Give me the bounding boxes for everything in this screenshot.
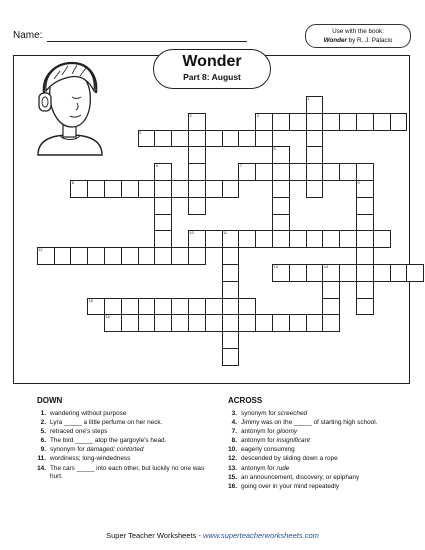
clue-number: 9 [357, 181, 360, 185]
across-heading: ACROSS [228, 396, 263, 405]
crossword-cell[interactable] [272, 197, 290, 215]
crossword-cell[interactable] [138, 298, 156, 316]
crossword-cell[interactable] [289, 113, 307, 131]
clue-item-text: eagerly consuming [241, 446, 295, 454]
crossword-cell[interactable] [222, 298, 240, 316]
crossword-cell[interactable] [222, 281, 240, 299]
clue-item [37, 446, 217, 455]
clue-number: 7 [239, 164, 243, 169]
clue-item-text: damaged; contorted [86, 446, 144, 454]
crossword-cell[interactable] [272, 314, 290, 332]
crossword-cell[interactable] [272, 180, 290, 198]
clue-item [37, 455, 217, 464]
clue-number: 12 [38, 248, 43, 253]
crossword-cell[interactable] [188, 314, 206, 332]
crossword-cell[interactable] [306, 180, 324, 198]
crossword-cell[interactable] [222, 180, 240, 198]
crossword-cell[interactable] [222, 264, 240, 282]
crossword-cell[interactable] [322, 281, 340, 299]
clue-item-number: 3. [231, 410, 237, 417]
footer [0, 531, 425, 540]
clue-item-text: wandering without purpose [50, 410, 127, 417]
crossword-cell[interactable] [373, 113, 391, 131]
clue-item [228, 483, 413, 492]
clue-number: 1 [307, 97, 310, 101]
crossword-cell[interactable] [356, 298, 374, 316]
crossword-cell[interactable] [306, 230, 324, 248]
clue-item [228, 455, 413, 464]
footer-url[interactable]: www.superteacherworksheets.com [202, 531, 319, 540]
clue-item-text: synonym for [50, 446, 87, 454]
crossword-cell[interactable] [339, 230, 357, 248]
crossword-cell[interactable] [390, 113, 408, 131]
clue-item-text: retraced one's steps [50, 428, 108, 436]
down-clues [37, 396, 217, 482]
clue-item-text: The cars _____ into each other, but luckily no one was hurt. [50, 464, 205, 481]
crossword-cell[interactable] [154, 314, 172, 332]
clue-item [228, 474, 413, 483]
crossword-cell[interactable] [222, 130, 240, 148]
clue-item [37, 428, 217, 437]
clue-item-number: 1. [40, 410, 46, 417]
crossword-cell[interactable] [255, 230, 273, 248]
crossword-cell[interactable] [356, 230, 374, 248]
crossword-cell[interactable] [322, 230, 340, 248]
crossword-cell[interactable] [87, 180, 105, 198]
crossword-cell[interactable] [154, 130, 172, 148]
crossword-cell[interactable] [188, 180, 206, 198]
crossword-cell[interactable] [339, 264, 357, 282]
crossword-cell[interactable] [188, 130, 206, 148]
name-line[interactable] [47, 41, 247, 42]
crossword-cell[interactable] [306, 113, 324, 131]
crossword-cell[interactable] [171, 314, 189, 332]
clue-item-number: 5. [40, 428, 46, 436]
crossword-cell[interactable] [154, 197, 172, 215]
crossword-cell[interactable] [356, 197, 374, 215]
crossword-cell[interactable] [205, 298, 223, 316]
crossword-cell[interactable] [171, 298, 189, 316]
clue-number: 2 [189, 113, 192, 118]
crossword-cell[interactable] [171, 130, 189, 148]
clue-item-text: insignificant [276, 437, 310, 445]
clue-item-number: 12. [228, 455, 237, 463]
across-clue-list [228, 410, 413, 491]
crossword-cell[interactable] [306, 314, 324, 332]
crossword-cell[interactable] [306, 130, 324, 148]
footer-separator: - [196, 531, 203, 540]
crossword-cell[interactable] [154, 247, 172, 265]
clue-item-text: rude [276, 464, 290, 472]
crossword-cell[interactable] [188, 247, 206, 265]
crossword-cell[interactable] [154, 230, 172, 248]
crossword-cell[interactable] [238, 298, 256, 316]
clue-item-text: The bird _____ atop the gargoyle's head. [50, 437, 167, 445]
crossword-cell[interactable] [322, 113, 340, 131]
crossword-cell[interactable] [121, 247, 139, 265]
clue-item [228, 419, 413, 428]
clue-item [228, 437, 413, 446]
clue-item-number: 6. [40, 437, 46, 445]
crossword-cell[interactable] [87, 247, 105, 265]
title-box [153, 49, 271, 89]
crossword-cell[interactable] [238, 230, 256, 248]
clue-number: 4 [139, 130, 142, 135]
clue-item-number: 4. [231, 419, 237, 427]
crossword-cell[interactable] [356, 214, 374, 232]
crossword-cell[interactable] [289, 314, 307, 332]
clue-item-number: 16. [228, 482, 237, 490]
clue-item [228, 465, 413, 474]
clue-item [228, 428, 413, 437]
clue-item-number: 7. [231, 428, 237, 436]
crossword-cell[interactable] [306, 264, 324, 282]
clue-item-text: descended by sliding down a rope [241, 455, 338, 463]
clue-number: 15 [88, 298, 93, 303]
crossword-cell[interactable] [188, 298, 206, 316]
crossword-cell[interactable] [238, 314, 256, 332]
clue-item-number: 9. [40, 446, 46, 454]
clue-item [37, 437, 217, 446]
clue-item-number: 11. [37, 455, 46, 463]
clue-number: 14 [323, 265, 329, 269]
crossword-cell[interactable] [138, 314, 156, 332]
crossword-cell[interactable] [255, 130, 273, 148]
crossword-cell[interactable] [272, 230, 290, 248]
crossword-cell[interactable] [406, 264, 424, 282]
crossword-cell[interactable] [373, 230, 391, 248]
book-author: by R. J. Palacio [348, 37, 393, 44]
down-clue-list [37, 410, 217, 482]
clue-item-number: 10. [228, 446, 237, 454]
crossword-cell[interactable] [171, 247, 189, 265]
clue-item-text: Lyra _____ a little perfume on her neck. [50, 419, 163, 427]
crossword-cell[interactable] [289, 163, 307, 181]
clue-item-text: gloomy [276, 428, 298, 436]
crossword-cell[interactable] [356, 247, 374, 265]
crossword-cell[interactable] [272, 214, 290, 232]
crossword-cell[interactable] [289, 264, 307, 282]
crossword-cell[interactable] [356, 264, 374, 282]
clue-item [37, 465, 217, 482]
book-info-box [305, 24, 411, 48]
crossword-cell[interactable] [222, 348, 240, 366]
crossword-cell[interactable] [205, 180, 223, 198]
crossword-cell[interactable] [104, 298, 122, 316]
name-label: Name: [13, 30, 43, 41]
crossword-cell[interactable] [322, 298, 340, 316]
crossword-cell[interactable] [255, 314, 273, 332]
crossword-cell[interactable] [322, 163, 340, 181]
crossword-cell[interactable] [104, 180, 122, 198]
clue-item [228, 410, 413, 419]
crossword-cell[interactable] [188, 197, 206, 215]
clue-item-text: Jimmy was on the _____ of starting high school. [241, 419, 378, 427]
across-clues [228, 396, 413, 492]
clue-item-text: synonym for [241, 410, 278, 417]
clue-item [228, 446, 413, 455]
crossword-cell[interactable] [154, 214, 172, 232]
crossword-cell[interactable] [205, 130, 223, 148]
clue-item-number: 13. [228, 464, 237, 472]
boy-with-headphones-icon [30, 57, 110, 157]
down-heading: DOWN [37, 396, 63, 405]
crossword-cell[interactable] [154, 180, 172, 198]
clue-item-number: 15. [228, 473, 237, 481]
crossword-cell[interactable] [222, 314, 240, 332]
crossword-cell[interactable] [205, 230, 223, 248]
clue-item-text: screeched [277, 410, 308, 417]
crossword-cell[interactable] [54, 247, 72, 265]
crossword-cell[interactable] [390, 264, 408, 282]
crossword-cell[interactable] [188, 146, 206, 164]
crossword-cell[interactable] [205, 314, 223, 332]
crossword-cell[interactable] [255, 163, 273, 181]
crossword-cell[interactable] [373, 264, 391, 282]
crossword-cell[interactable] [272, 163, 290, 181]
crossword-cell[interactable] [289, 230, 307, 248]
book-info-line: Use with the book: [332, 28, 384, 35]
clue-item-text: going over in your mind repeatedly [241, 482, 340, 490]
crossword-cell[interactable] [222, 247, 240, 265]
crossword-cell[interactable] [306, 146, 324, 164]
clue-item-text: antonym for [241, 428, 277, 436]
book-title: Wonder [323, 37, 347, 44]
crossword-cell[interactable] [238, 130, 256, 148]
clue-item-text: wordiness; long-windedness [50, 455, 131, 463]
clue-item-number: 2. [40, 419, 46, 427]
crossword-cell[interactable] [188, 163, 206, 181]
clue-item-number: 8. [231, 437, 237, 445]
crossword-cell[interactable] [121, 314, 139, 332]
clue-item-number: 14. [37, 464, 46, 472]
clue-item-text: antonym for [241, 437, 277, 445]
crossword-cell[interactable] [272, 113, 290, 131]
clue-item-text: antonym for [241, 464, 277, 472]
clue-item-text: an announcement, discovery, or epiphany [241, 473, 360, 481]
crossword-cell[interactable] [356, 163, 374, 181]
clue-item [37, 410, 217, 419]
clue-number: 10 [189, 231, 194, 236]
crossword-cell[interactable] [121, 298, 139, 316]
clue-number: 3 [256, 113, 259, 118]
crossword-cell[interactable] [339, 113, 357, 131]
clue-number: 11 [223, 231, 228, 236]
crossword-cell[interactable] [138, 247, 156, 265]
crossword-cell[interactable] [171, 180, 189, 198]
clue-number: 16 [105, 315, 110, 320]
clue-number: 13 [273, 265, 278, 269]
crossword-cell[interactable] [121, 180, 139, 198]
clue-number: 8 [71, 181, 75, 185]
crossword-cell[interactable] [104, 247, 122, 265]
page-title: Wonder [182, 53, 242, 70]
clue-number: 5 [273, 147, 276, 152]
crossword-cell[interactable] [222, 331, 240, 349]
crossword-cell[interactable] [306, 163, 324, 181]
footer-brand: Super Teacher Worksheets [106, 531, 197, 540]
crossword-cell[interactable] [322, 314, 340, 332]
crossword-cell[interactable] [356, 113, 374, 131]
book-title-line [306, 36, 410, 45]
crossword-cell[interactable] [356, 281, 374, 299]
clue-item [37, 419, 217, 428]
clue-number: 6 [155, 164, 159, 169]
crossword-cell[interactable] [138, 180, 156, 198]
page-subtitle: Part 8: August [183, 72, 241, 82]
crossword-cell[interactable] [70, 247, 88, 265]
crossword-cell[interactable] [339, 163, 357, 181]
crossword-cell[interactable] [154, 298, 172, 316]
